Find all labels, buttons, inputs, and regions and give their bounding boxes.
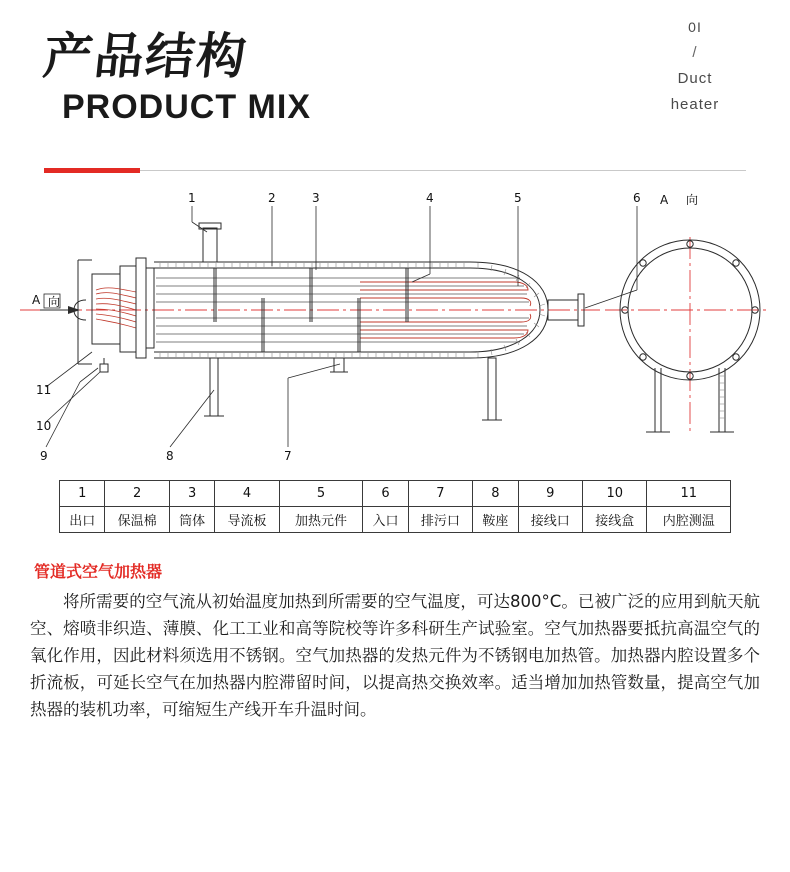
legend-name: 出口 xyxy=(60,507,105,533)
divider-line-grey xyxy=(44,170,746,171)
callout-8: 8 xyxy=(166,449,174,463)
page-header xyxy=(0,0,790,170)
legend-num: 2 xyxy=(105,481,169,507)
legend-name: 导流板 xyxy=(215,507,279,533)
section-divider-slash: / xyxy=(692,44,698,61)
callout-5: 5 xyxy=(514,191,522,205)
legend-name: 入口 xyxy=(363,507,408,533)
view-label-right-dir: 向 xyxy=(686,193,699,207)
technical-drawing-svg xyxy=(0,182,790,472)
callout-2: 2 xyxy=(268,191,276,205)
leader-lines xyxy=(46,206,637,447)
legend-num: 7 xyxy=(408,481,472,507)
legend-row-names xyxy=(60,507,731,533)
legend-name: 筒体 xyxy=(169,507,214,533)
legend-name: 接线盒 xyxy=(583,507,647,533)
left-end-assembly xyxy=(74,258,154,364)
callout-4: 4 xyxy=(426,191,434,205)
view-label-left-a: A xyxy=(32,293,41,307)
parts-legend-table xyxy=(59,480,731,533)
callout-11: 11 xyxy=(36,383,52,397)
legend-row-numbers xyxy=(60,481,731,507)
insulation-hatch-top xyxy=(160,263,464,267)
legend-name: 接线口 xyxy=(518,507,582,533)
drain-port xyxy=(330,358,348,372)
legend-num: 4 xyxy=(215,481,279,507)
saddle-support-left xyxy=(204,358,224,416)
section-word-heater: heater xyxy=(670,96,720,113)
legend-num: 9 xyxy=(518,481,582,507)
description-block xyxy=(30,559,760,723)
callout-10: 10 xyxy=(36,419,52,433)
legend-name: 排污口 xyxy=(408,507,472,533)
view-label-left-dir: 向 xyxy=(48,295,61,309)
divider-accent-red xyxy=(44,168,140,173)
page-title-cn: 产品结构 xyxy=(40,28,251,85)
legend-num: 8 xyxy=(473,481,518,507)
legend-num: 5 xyxy=(279,481,363,507)
legend-name: 鞍座 xyxy=(473,507,518,533)
terminal-box-parts xyxy=(100,358,108,372)
section-number: 0I xyxy=(688,19,702,35)
legend-num: 3 xyxy=(169,481,214,507)
corner-section-label xyxy=(640,14,750,118)
legend-name: 内腔测温 xyxy=(647,507,731,533)
description-subtitle: 管道式空气加热器 xyxy=(34,562,163,581)
section-word-duct: Duct xyxy=(677,70,713,87)
page-title-en: PRODUCT MIX xyxy=(62,88,311,126)
legend-name: 保温棉 xyxy=(105,507,169,533)
insulation-hatch-bottom xyxy=(160,353,464,357)
view-label-right-a: A xyxy=(660,193,669,207)
saddle-support-right xyxy=(482,358,502,420)
legend-name: 加热元件 xyxy=(279,507,363,533)
callout-9: 9 xyxy=(40,449,48,463)
callout-3: 3 xyxy=(312,191,320,205)
product-structure-drawing xyxy=(0,182,790,472)
legend-num: 10 xyxy=(583,481,647,507)
legend-num: 11 xyxy=(647,481,731,507)
callout-1: 1 xyxy=(188,191,196,205)
description-paragraph: 将所需要的空气流从初始温度加热到所需要的空气温度，可达800°C。已被广泛的应用到航天航空、熔喷非织造、薄膜、化工工业和高等院校等许多科研生产试验室。空气加热器要抵抗高温空气的氧化作用，因此材料须选用不锈钢。空气加热器的发热元件为不锈钢电加热管。加热器内腔设置多个折流板，可延长空气在加热器内腔滞留时间，以提高热交换效率。适当增加加热管数量，提高空气加热器的装机功率，可缩短生产线开车升温时间。 xyxy=(30,592,760,719)
legend-num: 1 xyxy=(60,481,105,507)
callout-6: 6 xyxy=(633,191,641,205)
legend-num: 6 xyxy=(363,481,408,507)
header-divider xyxy=(44,168,746,173)
callout-7: 7 xyxy=(284,449,292,463)
